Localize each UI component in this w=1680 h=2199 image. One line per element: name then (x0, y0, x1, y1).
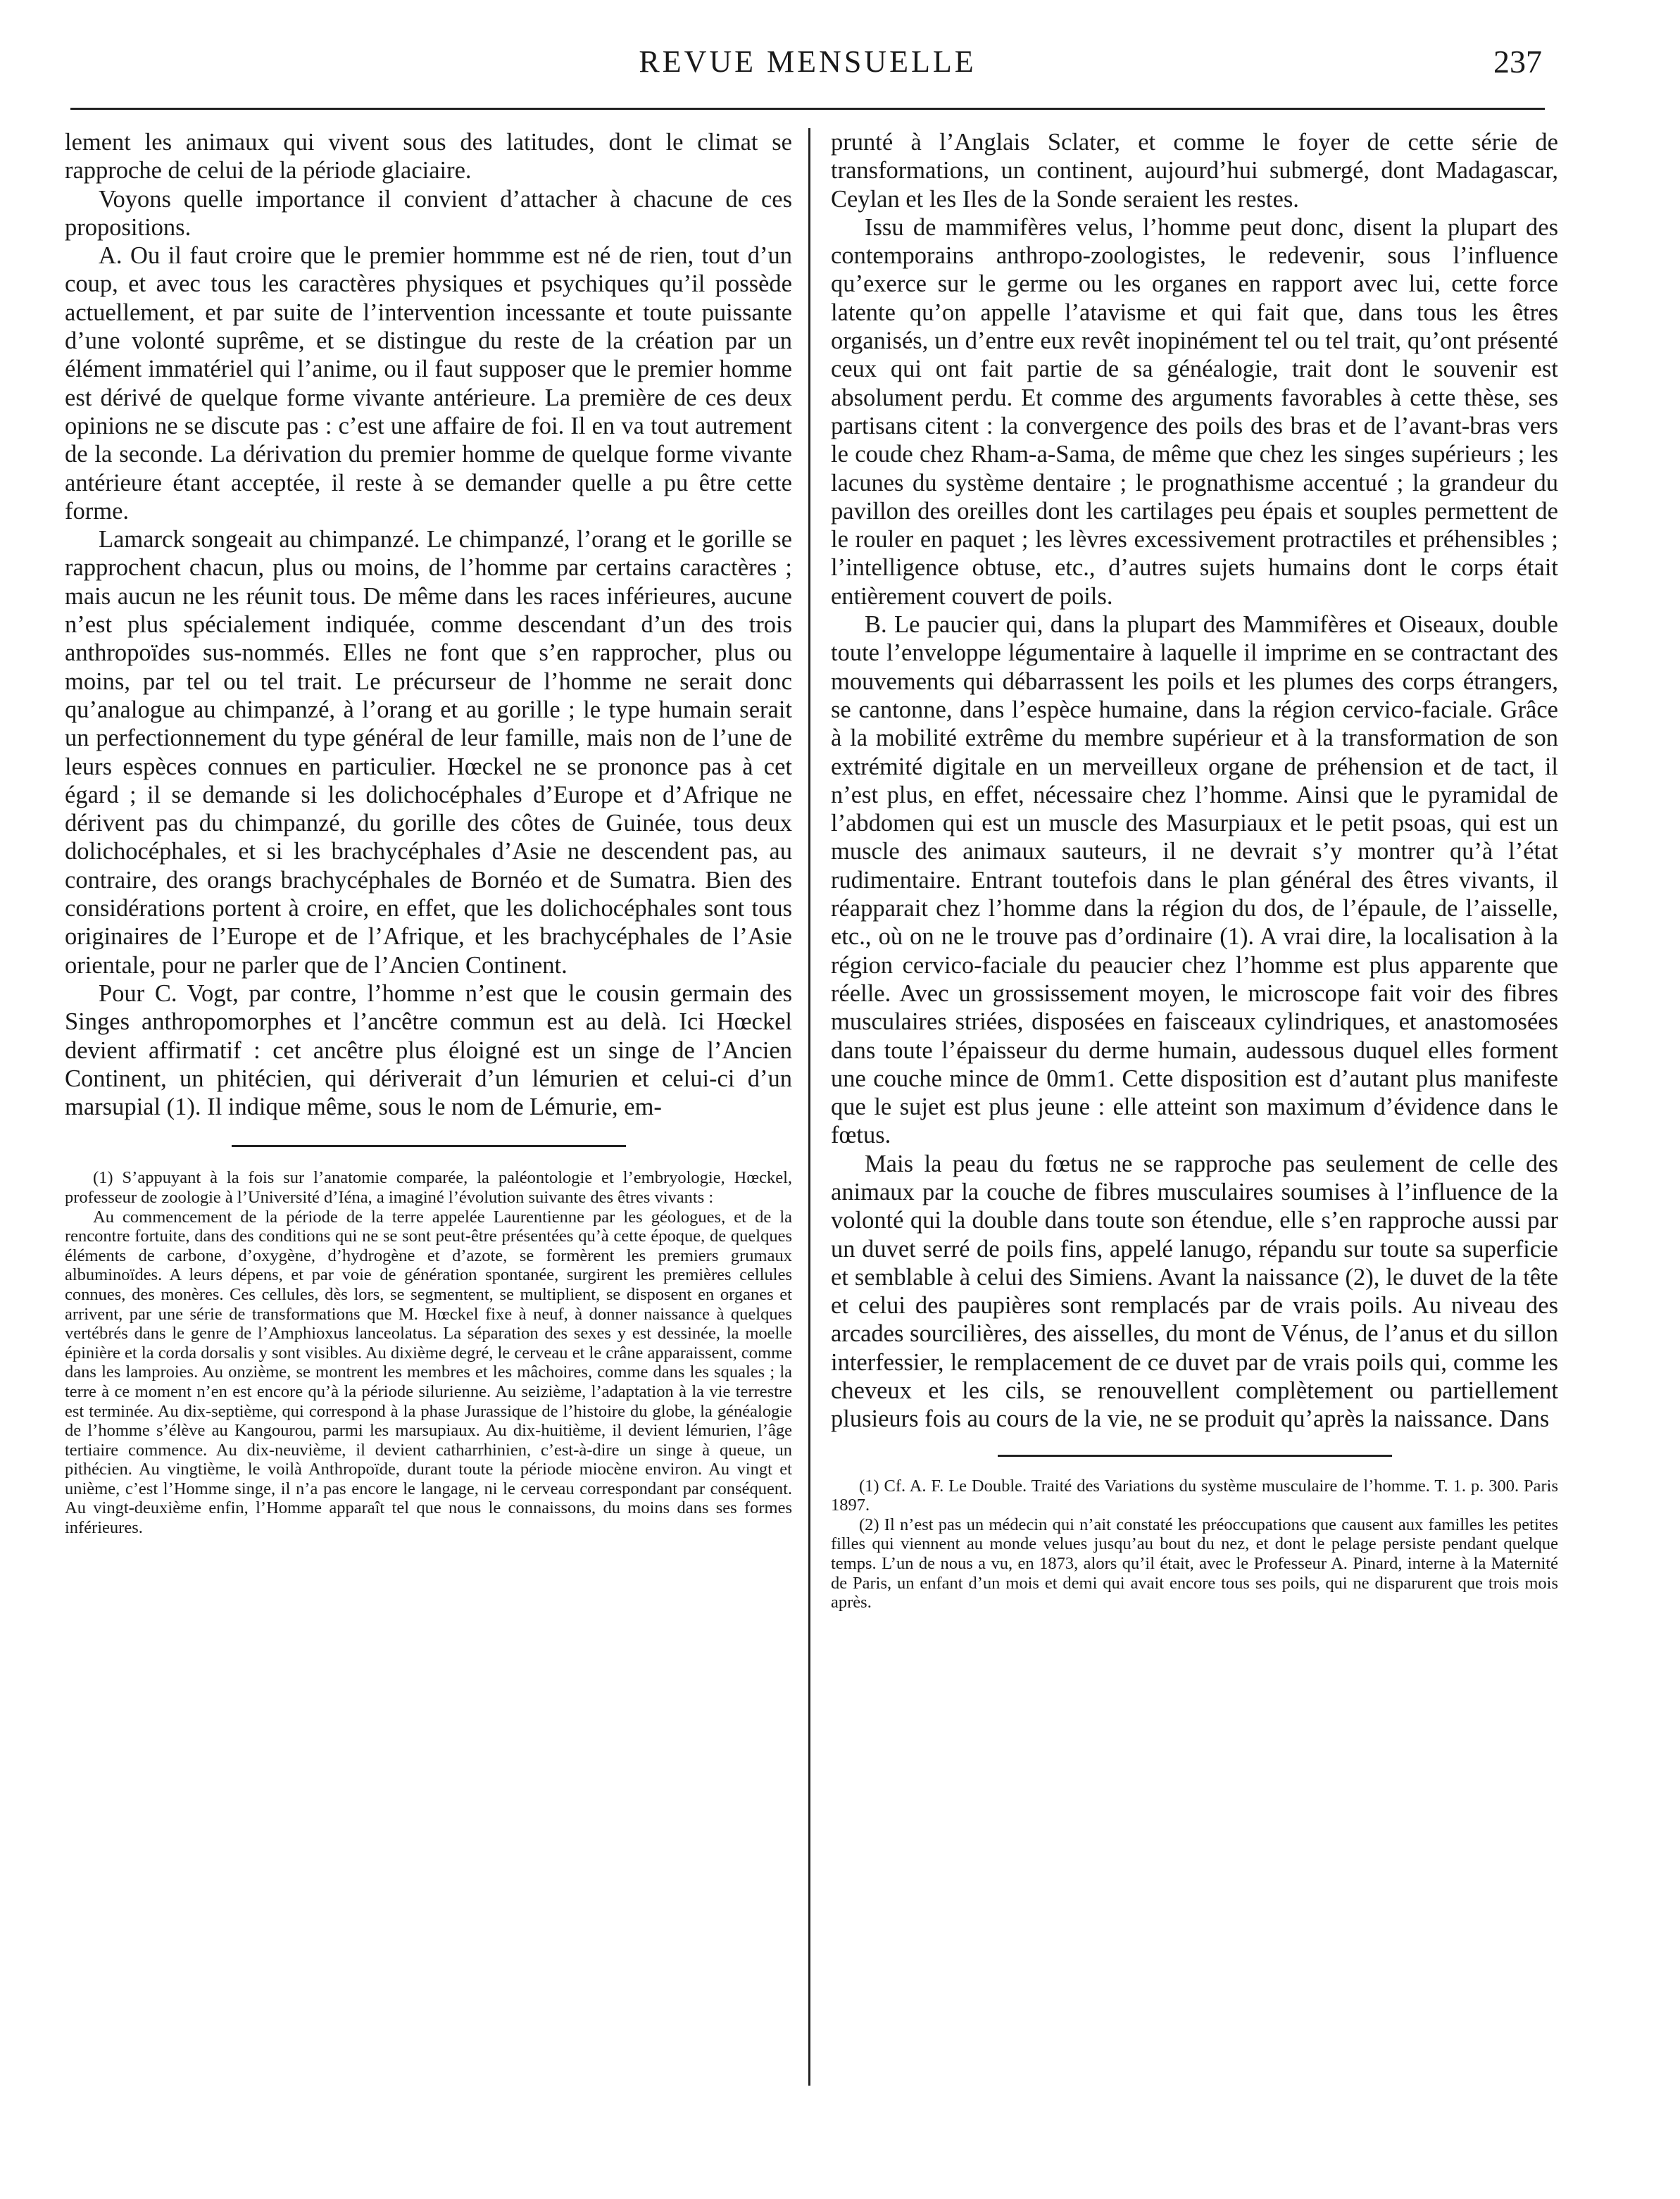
running-title: REVUE MENSUELLE (639, 44, 977, 79)
paragraph: Pour C. Vogt, par contre, l’homme n’est que le cousin germain des Singes anthropomorphes et l’ancêtre commun est au delà. Ici Hœckel devient affirmatif : cet ancêtre plus éloigné est un singe de l’Ancien Continent, un phitécien, qui dériverait d’un lémurien et celui-ci d’un marsupial (1). Il indique même, sous le nom de Lémurie, em- (65, 979, 792, 1121)
right-column-text (831, 128, 1558, 1434)
right-column (831, 128, 1558, 1612)
paragraph: Voyons quelle importance il convient d’attacher à chacune de ces propositions. (65, 185, 792, 241)
column-divider (808, 128, 810, 2086)
footnote: (1) S’appuyant à la fois sur l’anatomie comparée, la paléontologie et l’embryologie, Hœckel, professeur de zoologie à l’Université d’Iéna, a imaginé l’évolution suivante des êtres vivants : (65, 1168, 792, 1207)
paragraph: Mais la peau du fœtus ne se rapproche pas seulement de celle des animaux par la couche de fibres musculaires soumises à l’influence de la volonté qui la double dans toute son étendue, elle s’en rapproche aussi par un duvet serré de poils fins, appelé lanugo, répandu sur toute sa superficie et semblable à celui des Simiens. Avant la naissance (2), le duvet de la tête et celui des paupières sont remplacés par de vrais poils. Au niveau des arcades sourcilières, des aisselles, du mont de Vénus, de l’anus et du sillon interfessier, le remplacement de ce duvet par de vrais poils qui, comme les cheveux et les cils, se renouvellent complètement ou partiellement plusieurs fois au cours de la vie, ne se produit qu’après la naissance. Dans (831, 1150, 1558, 1433)
paragraph: Lamarck songeait au chimpanzé. Le chimpanzé, l’orang et le gorille se rapprochent chacun, plus ou moins, de l’homme par certains caractères ; mais aucun ne les réunit tous. De même dans les races inférieures, aucune n’est plus spécialement indiquée, comme descendant d’un des trois anthropoïdes sus-nommés. Elles ne font que s’en rapprocher, plus ou moins, par tel ou tel trait. Le précurseur de l’homme ne serait donc qu’analogue au chimpanzé, à l’orang et au gorille ; le type humain serait un perfectionnement du type général de leur famille, mais non de l’une de leurs espèces connues en particulier. Hœckel ne se prononce pas à cet égard ; il se demande si les dolichocéphales d’Europe et d’Afrique ne dérivent pas du chimpanzé, du gorille des côtes de Guinée, tous deux dolichocéphales, et si les brachycéphales d’Asie ne descendent pas, au contraire, des orangs brachycéphales de Bornéo et de Sumatra. Bien des considérations portent à croire, en effet, que les dolichocéphales sont tous originaires de l’Europe et de l’Afrique, et les brachycéphales de l’Asie orientale, pour ne parler que de l’Ancien Continent. (65, 526, 792, 979)
paragraph: A. Ou il faut croire que le premier hommme est né de rien, tout d’un coup, et avec tous les caractères physiques et psychiques qu’il possède actuellement, et par suite de l’intervention incessante et toute puissante d’une volonté suprême, et se distingue du reste de la création par un élément immatériel qui l’anime, ou il faut supposer que le premier homme est dérivé de quelque forme vivante antérieure. La première de ces deux opinions ne se discute pas : c’est une affaire de foi. Il en va tout autrement de la seconde. La dérivation du premier homme de quelque forme vivante antérieure étant acceptée, il reste à se demander quelle a pu être cette forme. (65, 242, 792, 525)
footnote: Au commencement de la période de la terre appelée Laurentienne par les géologues, et de la rencontre fortuite, dans des conditions qui ne se sont peut-être présentées qu’à cette époque, de quelques éléments de carbone, d’oxygène, d’hydrogène et d’azote, se formèrent les premiers grumaux albuminoïdes. A leurs dépens, et par voie de génération spontanée, surgirent les premières cellules connues, des monères. Ces cellules, dès lors, se segmentent, se multiplient, se disposent en organes et arrivent, par une série de transformations que M. Hœckel fixe à neuf, à donner naissance à quelques vertébrés dans le genre de l’Amphioxus lanceolatus. La séparation des sexes y est dessinée, la moelle épinière et la corda dorsalis y sont visibles. Au dixième degré, le cerveau et le crâne apparaissent, comme dans les lamproies. Au onzième, se montrent les membres et les mâchoires, comme dans les squales ; la terre à ce moment n’en est encore qu’à la période silurienne. Au seizième, l’adaptation à la vie terrestre est terminée. Au dix-septième, qui correspond à la phase Jurassique de l’histoire du globe, la généalogie de l’homme s’élève au Kangourou, parmi les marsupiaux. Au dix-huitième, il devient lémurien, l’âge tertiaire commence. Au dix-neuvième, il devient catharrhinien, c’est-à-dire un singe à queue, un pithécien. Au vingtième, le voilà Anthropoïde, durant toute la période miocène environ. Au vingt et unième, c’est l’Homme singe, il n’a pas encore le langage, ni le cerveau correspondant par conséquent. Au vingt-deuxième enfin, l’Homme apparaît tel que nous le connaissons, du moins dans ses formes inférieures. (65, 1207, 792, 1538)
paragraph: prunté à l’Anglais Sclater, et comme le foyer de cette série de transformations, un continent, aujourd’hui submergé, dont Madagascar, Ceylan et les Iles de la Sonde seraient les restes. (831, 129, 1558, 213)
left-column-text (65, 128, 792, 1121)
paragraph: Issu de mammifères velus, l’homme peut donc, disent la plupart des contemporains anthropo-zoologistes, le redevenir, sous l’influence qu’exerce sur le germe ou les organes en rapport avec lui, cette force latente qu’on appelle l’atavisme et qui fait que, dans tous les êtres organisés, un d’entre eux revêt inopinément tel ou tel trait, qu’ont présenté ceux qui ont fait partie de sa généalogie, trait dont le souvenir est absolument perdu. Et comme des arguments favorables à cette thèse, ses partisans citent : la convergence des poils des bras et de l’avant-bras vers le coude chez Rham-a-Sama, de même que chez les singes supérieurs ; les lacunes du système dentaire ; le prognathisme accentué ; la grandeur du pavillon des oreilles dont les cartilages peu épais et souples permettent de le rouler en paquet ; les lèvres excessivement protractiles et préhensibles ; l’intelligence obtuse, etc., d’autres sujets humains dont le corps était entièrement couvert de poils. (831, 213, 1558, 610)
footnote-rule (232, 1145, 626, 1147)
footnote: (2) Il n’est pas un médecin qui n’ait constaté les préoccupations que causent aux familles les petites filles qui viennent au monde velues jusqu’au bout du nez, et dont le pelage persiste pendant quelque temps. L’un de nous a vu, en 1873, alors qu’il était, avec le Professeur A. Pinard, interne à la Maternité de Paris, un enfant d’un mois et demi qui avait encore tous ses poils, qui ne disparurent que trois mois après. (831, 1515, 1558, 1612)
footnote: (1) Cf. A. F. Le Double. Traité des Variations du système musculaire de l’homme. T. 1. p. 300. Paris 1897. (831, 1476, 1558, 1515)
left-footnotes (65, 1168, 792, 1537)
header-rule (70, 108, 1545, 110)
page-number: 237 (1493, 44, 1542, 80)
paragraph: B. Le paucier qui, dans la plupart des Mammifères et Oiseaux, double toute l’enveloppe légumentaire à laquelle il imprime en se contractant des mouvements qui débarrassent les poils et les plumes des corps étrangers, se cantonne, dans l’espèce humaine, dans la région cervico-faciale. Grâce à la mobilité extrême du membre supérieur et à la transformation de son extrémité digitale en un merveilleux organe de préhension et de tact, il n’est plus, en effet, nécessaire chez l’homme. Ainsi que le pyramidal de l’abdomen qui est un muscle des Masurpiaux et le petit psoas, qui est un muscle des animaux sauteurs, il ne devrait s’y montrer qu’à l’état rudimentaire. Entrant toutefois dans le plan général des êtres vivants, il réapparait chez l’homme dans la région du dos, de l’épaule, de l’aisselle, etc., où on ne le trouve pas d’ordinaire (1). A vrai dire, la localisation à la région cervico-faciale du peaucier chez l’homme est plus apparente que réelle. Avec un grossissement moyen, le microscope fait voir des fibres musculaires striées, disposées en faisceaux cylindriques, et anastomosées dans toute l’épaisseur du derme humain, audessous duquel elles forment une couche mince de 0mm1. Cette disposition est d’autant plus manifeste que le sujet est plus jeune : elle atteint son maximum d’évidence dans le fœtus. (831, 611, 1558, 1149)
paragraph: lement les animaux qui vivent sous des latitudes, dont le climat se rapproche de celui de la période glaciaire. (65, 129, 792, 184)
left-column (65, 128, 792, 1538)
right-footnotes (831, 1477, 1558, 1612)
footnote-rule (998, 1455, 1392, 1457)
running-head (70, 41, 1545, 83)
